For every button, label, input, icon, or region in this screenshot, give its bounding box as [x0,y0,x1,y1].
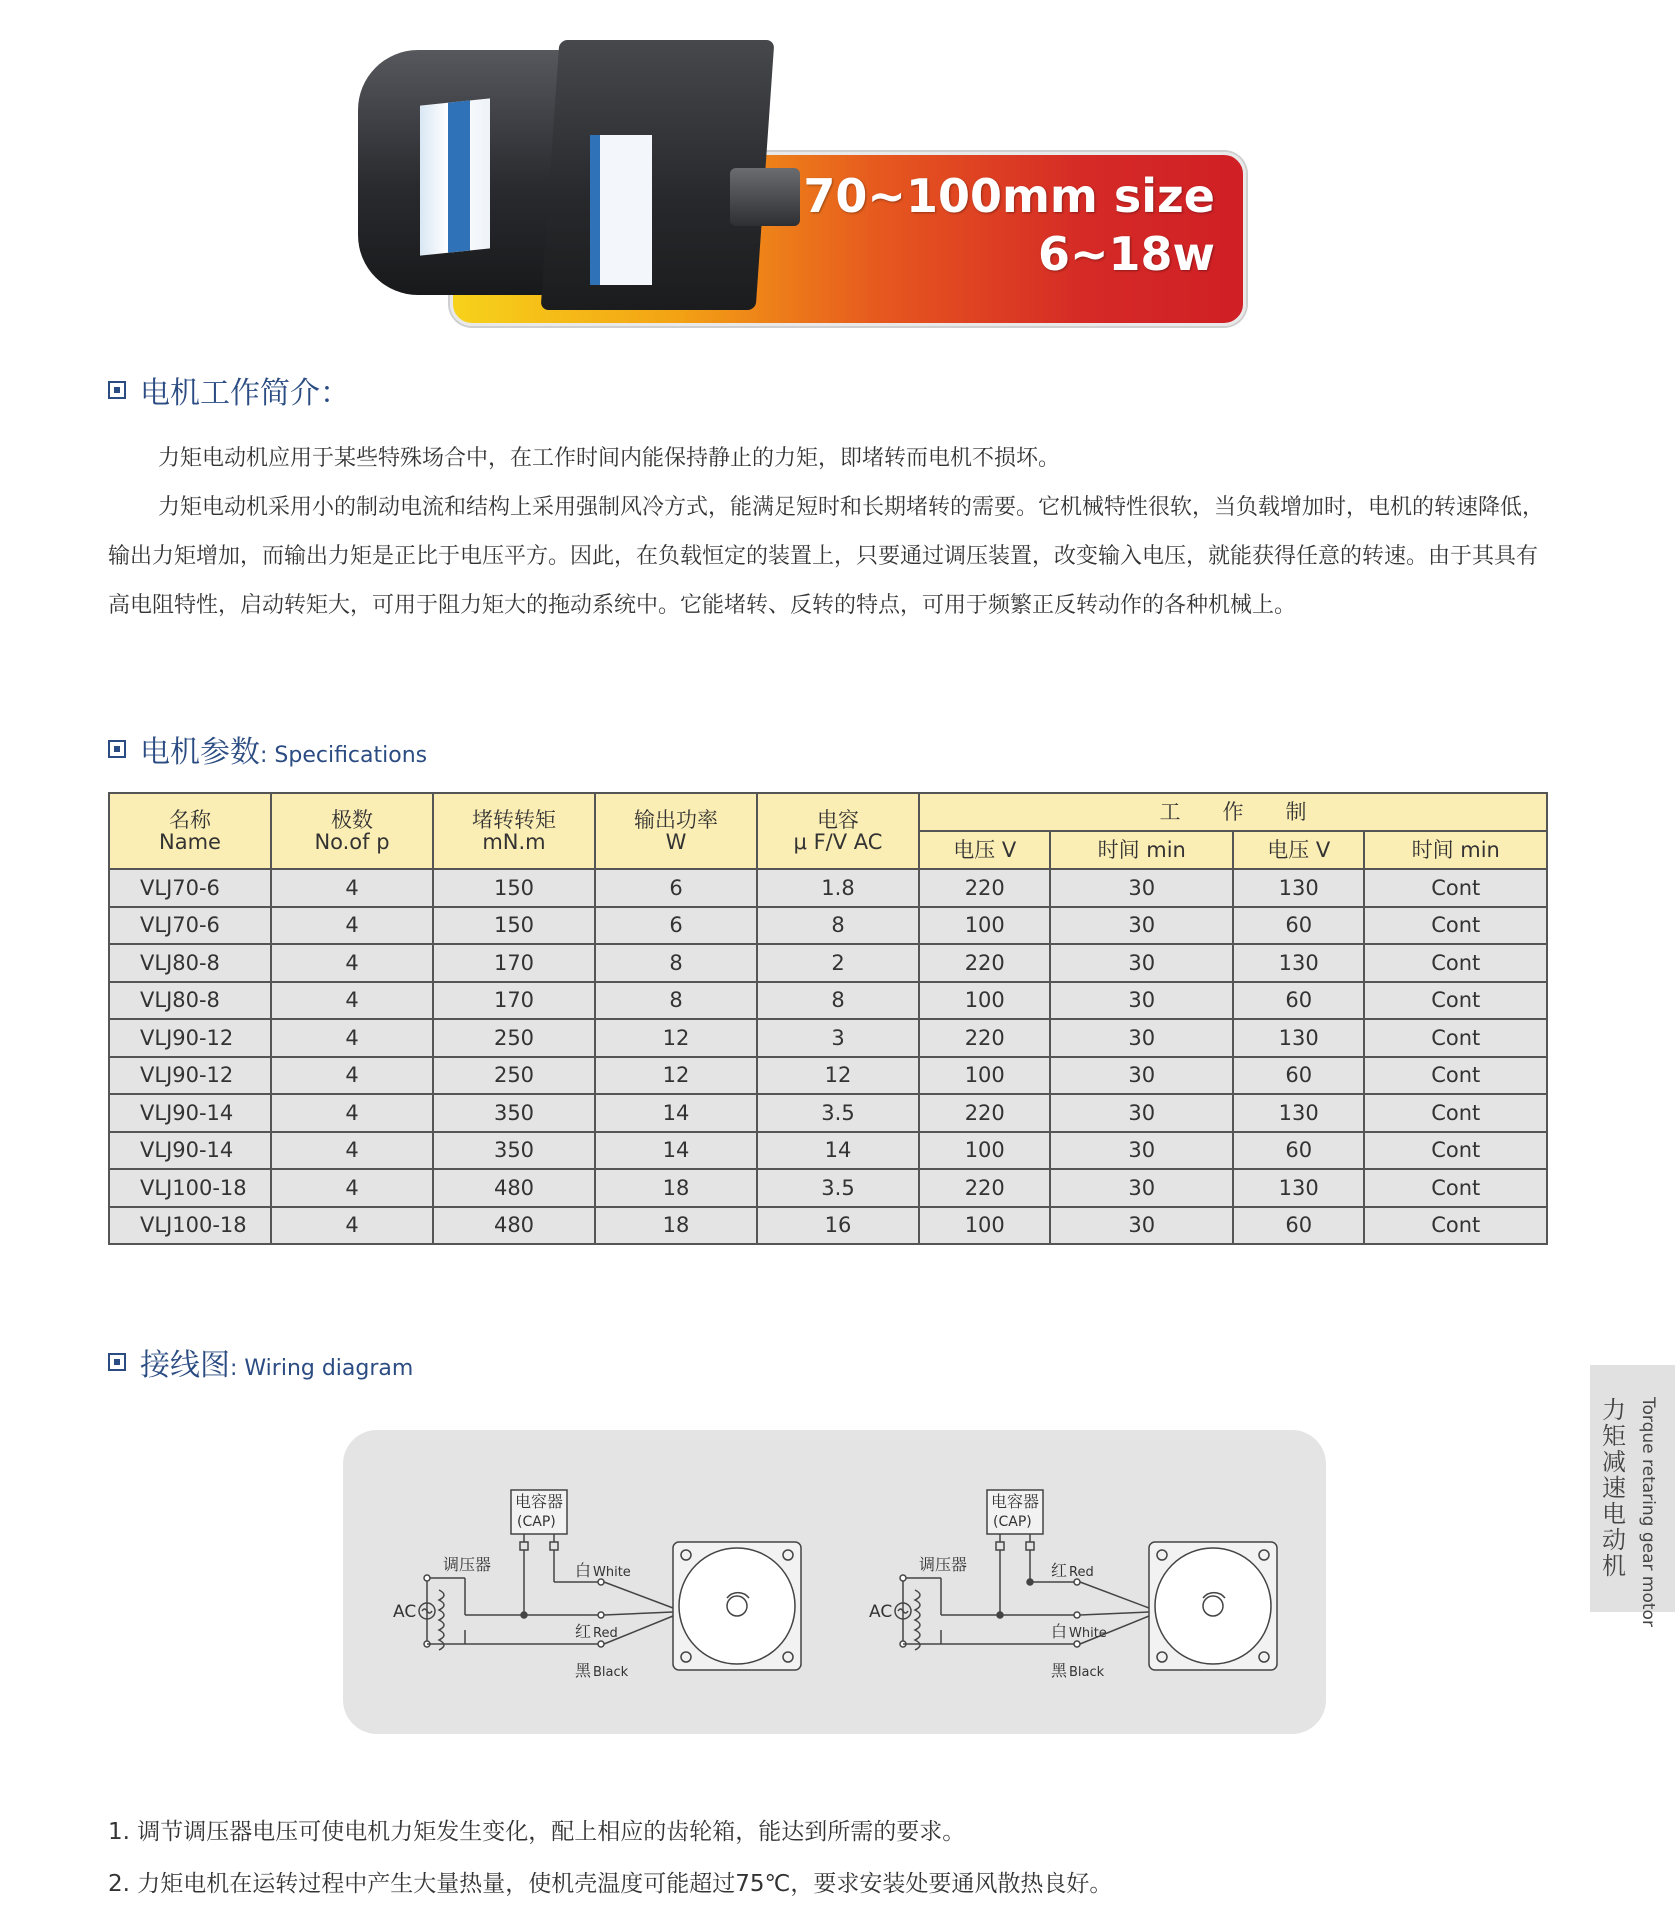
table-cell: VLJ90-14 [109,1094,271,1132]
table-cell: 30 [1050,907,1233,945]
table-cell: 8 [757,982,919,1020]
table-cell: 16 [757,1207,919,1245]
table-cell: 60 [1233,1132,1364,1170]
right-regulator-label: 调压器 [919,1555,968,1574]
left-mid-wire-zh: 红 [575,1622,592,1641]
col-header-time-1: 时间 min [1050,831,1233,869]
side-category-tab [1590,1365,1675,1627]
table-cell: 18 [595,1207,757,1245]
table-cell: Cont [1364,1132,1547,1170]
table-cell: Cont [1364,944,1547,982]
table-cell: VLJ100-18 [109,1169,271,1207]
table-row [109,869,1547,907]
table-cell: 60 [1233,907,1364,945]
table-cell: 8 [595,982,757,1020]
table-cell: 8 [757,907,919,945]
table-cell: 4 [271,1094,433,1132]
gearbox-nameplate [590,135,652,285]
intro-heading: 电机工作简介： [108,368,350,412]
wiring-diagram-panel [343,1430,1326,1734]
table-cell: 12 [595,1057,757,1095]
side-tab-zh: 力矩减速电动机 [1602,1396,1626,1580]
table-cell: 6 [595,907,757,945]
table-cell: 4 [271,1207,433,1245]
table-cell: VLJ90-12 [109,1057,271,1095]
intro-paragraph-2: 力矩电动机采用小的制动电流和结构上采用强制风冷方式，能满足短时和长期堵转的需要。它机械特性很软，当负载增加时，电机的转速降低，输出力矩增加，而输出力矩是正比于电压平方。因此，在负载恒定的装置上，只要通过调压装置，改变输入电压，就能获得任意的转速。由于其具有高电阻特性，启动转矩大，可用于阻力矩大的拖动系统中。它能堵转、反转的特点，可用于频繁正反转动作的各种机械上。 [108,495,1545,618]
left-top-wire-zh: 白 [575,1561,592,1580]
table-cell: 4 [271,1019,433,1057]
table-cell: Cont [1364,907,1547,945]
table-row [109,1057,1547,1095]
table-cell: 30 [1050,869,1233,907]
right-capacitor-code: (CAP) [993,1514,1032,1530]
table-cell: Cont [1364,1207,1547,1245]
table-cell: 4 [271,1057,433,1095]
table-cell: 4 [271,1132,433,1170]
col-header-voltage-1: 电压 V [919,831,1050,869]
table-cell: 3.5 [757,1094,919,1132]
right-mid-wire-zh: 白 [1051,1622,1068,1641]
col-header-power: 输出功率 W [595,793,757,869]
right-top-wire-en: Red [1069,1565,1094,1580]
bullet-box-icon [108,381,126,399]
table-cell: 3 [757,1019,919,1057]
table-cell: 14 [595,1094,757,1132]
table-cell: 30 [1050,1132,1233,1170]
table-cell: 250 [433,1019,595,1057]
table-cell: Cont [1364,1019,1547,1057]
motor-nameplate [420,98,490,255]
right-ac-label: AC [869,1602,893,1622]
col-header-torque: 堵转转矩 mN.m [433,793,595,869]
table-cell: 4 [271,982,433,1020]
table-cell: VLJ80-8 [109,944,271,982]
table-cell: 130 [1233,944,1364,982]
left-capacitor-code: (CAP) [517,1514,556,1530]
right-capacitor-label: 电容器 [991,1492,1040,1511]
table-cell: 4 [271,1169,433,1207]
table-cell: 130 [1233,1094,1364,1132]
table-cell: 130 [1233,869,1364,907]
table-cell: VLJ70-6 [109,869,271,907]
table-cell: 60 [1233,1057,1364,1095]
table-row [109,982,1547,1020]
left-mid-wire-en: Red [593,1626,618,1641]
table-cell: 30 [1050,1169,1233,1207]
table-cell: 220 [919,869,1050,907]
left-ac-label: AC [393,1602,417,1622]
table-cell: VLJ100-18 [109,1207,271,1245]
table-cell: 130 [1233,1169,1364,1207]
table-cell: 4 [271,907,433,945]
table-cell: Cont [1364,1169,1547,1207]
table-cell: VLJ70-6 [109,907,271,945]
table-cell: 60 [1233,1207,1364,1245]
table-cell: 150 [433,907,595,945]
table-cell: 170 [433,982,595,1020]
table-cell: 30 [1050,1207,1233,1245]
table-cell: VLJ80-8 [109,982,271,1020]
intro-paragraph-1: 力矩电动机应用于某些特殊场合中，在工作时间内能保持静止的力矩，即堵转而电机不损坏。 [158,446,1061,471]
table-cell: 30 [1050,944,1233,982]
specifications-table [108,792,1548,1245]
table-cell: 350 [433,1132,595,1170]
table-cell: 2 [757,944,919,982]
table-cell: 4 [271,944,433,982]
table-cell: 12 [757,1057,919,1095]
table-cell: 4 [271,869,433,907]
wiring-diagram-right [895,1490,1277,1670]
wiring-heading: 接线图: Wiring diagram [108,1340,413,1384]
table-cell: Cont [1364,982,1547,1020]
table-row [109,907,1547,945]
table-cell: Cont [1364,1094,1547,1132]
right-mid-wire-en: White [1069,1626,1107,1641]
table-row [109,1207,1547,1245]
table-cell: 30 [1050,1019,1233,1057]
col-header-capacitor: 电容 μ F/V AC [757,793,919,869]
bullet-box-icon [108,1353,126,1371]
table-cell: 100 [919,1207,1050,1245]
note-item: 2. 力矩电机在运转过程中产生大量热量，使机壳温度可能超过75℃，要求安装处要通风散热良好。 [108,1871,1113,1897]
banner-power-text: 6~18w [1037,227,1215,281]
table-cell: 170 [433,944,595,982]
left-bottom-wire-en: Black [593,1665,629,1680]
table-cell: 30 [1050,1094,1233,1132]
table-cell: 220 [919,1019,1050,1057]
table-row [109,1019,1547,1057]
table-cell: 3.5 [757,1169,919,1207]
output-shaft [730,168,800,226]
table-cell: 220 [919,1169,1050,1207]
table-row [109,1094,1547,1132]
left-top-wire-en: White [593,1565,631,1580]
table-cell: 350 [433,1094,595,1132]
right-bottom-wire-en: Black [1069,1665,1105,1680]
table-cell: 250 [433,1057,595,1095]
table-cell: 100 [919,1132,1050,1170]
banner-size-text: 70~100mm size [803,169,1215,223]
col-header-name: 名称 Name [109,793,271,869]
intro-text [108,434,1558,630]
table-cell: 60 [1233,982,1364,1020]
table-cell: Cont [1364,1057,1547,1095]
table-cell: 100 [919,907,1050,945]
specs-heading: 电机参数: Specifications [108,727,427,771]
table-cell: 150 [433,869,595,907]
table-cell: 14 [757,1132,919,1170]
table-cell: 480 [433,1169,595,1207]
wiring-diagram-left [419,1490,801,1670]
table-cell: 8 [595,944,757,982]
bullet-box-icon [108,740,126,758]
notes-list [108,1806,1558,1910]
col-header-voltage-2: 电压 V [1233,831,1364,869]
table-cell: 480 [433,1207,595,1245]
table-row [109,1132,1547,1170]
left-regulator-label: 调压器 [443,1555,492,1574]
side-tab-en: Torque retaring gear motor [1638,1397,1658,1627]
table-cell: 100 [919,982,1050,1020]
table-cell: 220 [919,1094,1050,1132]
table-cell: 14 [595,1132,757,1170]
table-cell: VLJ90-12 [109,1019,271,1057]
table-cell: 130 [1233,1019,1364,1057]
left-capacitor-label: 电容器 [515,1492,564,1511]
left-bottom-wire-zh: 黑 [575,1661,592,1680]
col-header-duty: 工 作 制 [919,793,1547,831]
table-cell: 30 [1050,982,1233,1020]
table-cell: VLJ90-14 [109,1132,271,1170]
table-cell: 6 [595,869,757,907]
wiring-diagram [343,1430,1326,1734]
table-row [109,1169,1547,1207]
table-cell: Cont [1364,869,1547,907]
right-top-wire-zh: 红 [1051,1561,1068,1580]
table-cell: 30 [1050,1057,1233,1095]
table-cell: 100 [919,1057,1050,1095]
col-header-poles: 极数 No.of p [271,793,433,869]
table-cell: 220 [919,944,1050,982]
col-header-time-2: 时间 min [1364,831,1547,869]
table-cell: 18 [595,1169,757,1207]
table-row [109,944,1547,982]
product-hero [350,40,1250,330]
right-bottom-wire-zh: 黑 [1051,1661,1068,1680]
table-cell: 12 [595,1019,757,1057]
table-cell: 1.8 [757,869,919,907]
note-item: 1. 调节调压器电压可使电机力矩发生变化，配上相应的齿轮箱，能达到所需的要求。 [108,1819,966,1845]
